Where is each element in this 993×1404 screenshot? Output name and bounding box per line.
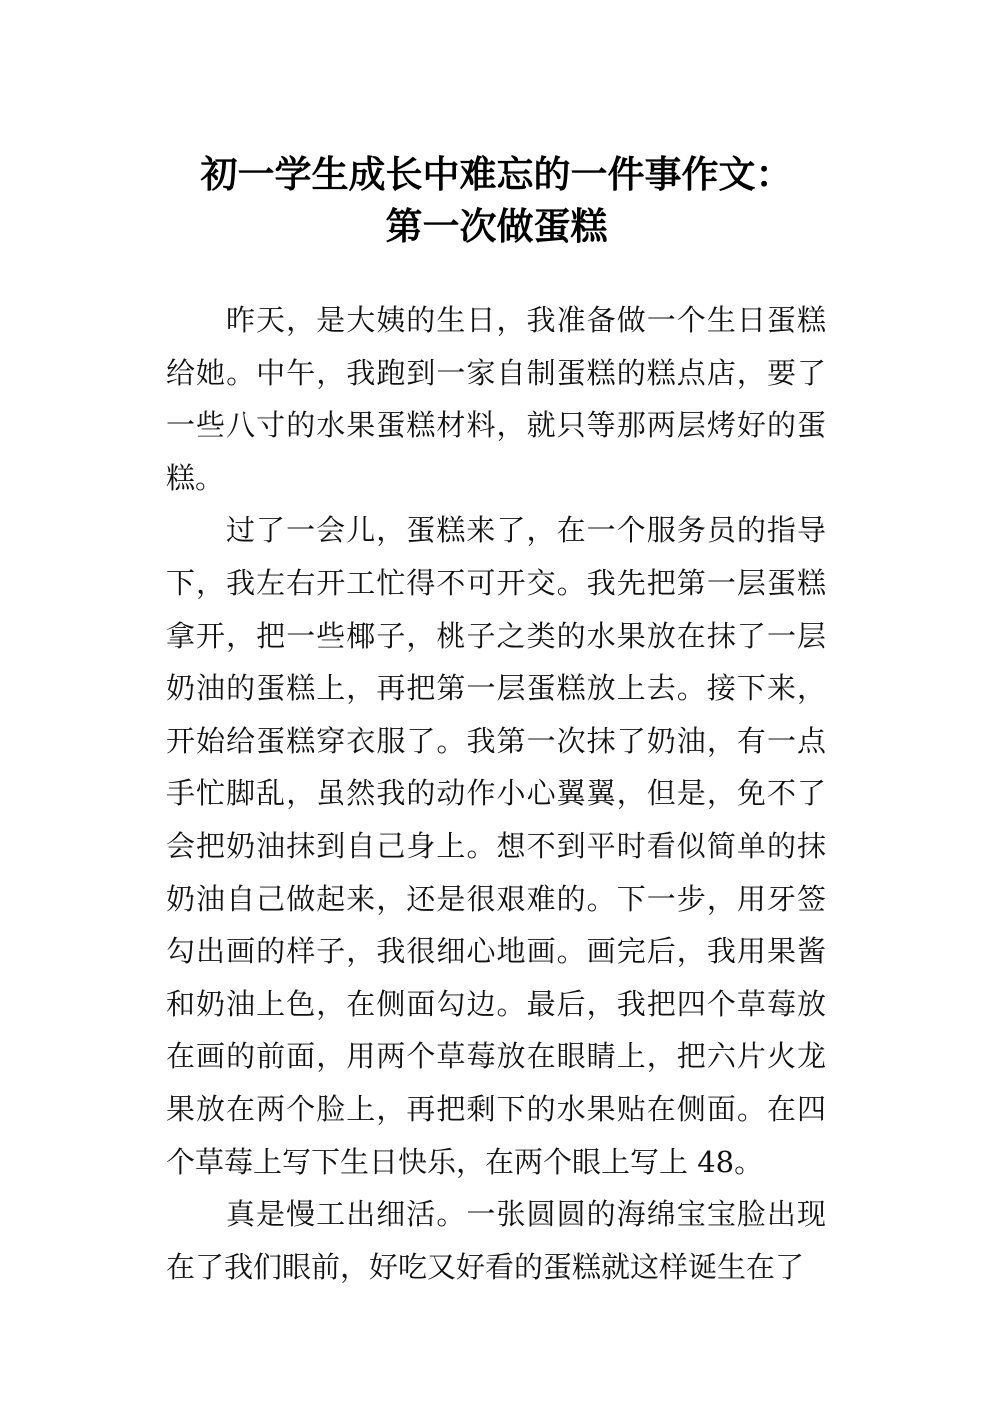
document-body [166,294,826,1293]
paragraph-2: 过了一会儿，蛋糕来了，在一个服务员的指导下，我左右开工忙得不可开交。我先把第一层蛋糕拿开，把一些椰子，桃子之类的水果放在抹了一层奶油的蛋糕上，再把第一层蛋糕放上去。接下来，开始给蛋糕穿衣服了。我第一次抹了奶油，有一点手忙脚乱，虽然我的动作小心翼翼，但是，免不了会把奶油抹到自己身上。想不到平时看似简单的抹奶油自己做起来，还是很艰难的。下一步，用牙签勾出画的样子，我很细心地画。画完后，我用果酱和奶油上色，在侧面勾边。最后，我把四个草莓放在画的前面，用两个草莓放在眼睛上，把六片火龙果放在两个脸上，再把剩下的水果贴在侧面。在四个草莓上写下生日快乐，在两个眼上写上 48。 [166,513,826,1179]
document-title [0,149,993,253]
paragraph-1: 昨天，是大姨的生日，我准备做一个生日蛋糕给她。中午，我跑到一家自制蛋糕的糕点店，要了一些八寸的水果蛋糕材料，就只等那两层烤好的蛋糕。 [166,303,826,495]
title-line-2: 第一次做蛋糕 [385,204,608,248]
paragraph-3: 真是慢工出细活。一张圆圆的海绵宝宝脸出现在了我们眼前，好吃又好看的蛋糕就这样诞生在了 [166,1197,826,1284]
title-line-1: 初一学生成长中难忘的一件事作文： [200,152,793,196]
